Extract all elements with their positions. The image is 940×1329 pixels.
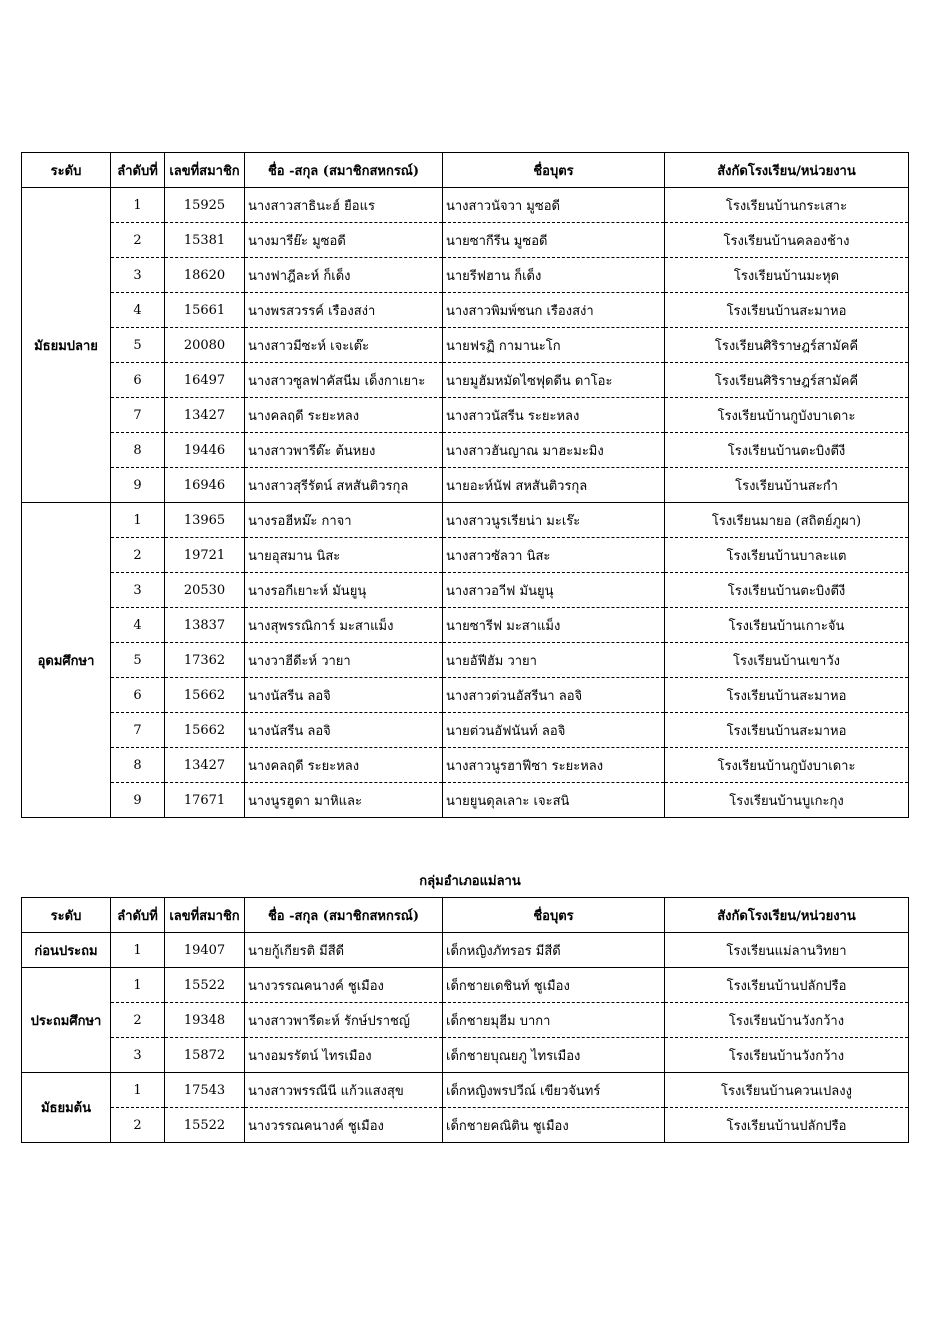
order-cell: 8 [111, 748, 165, 783]
level-cell: มัธยมปลาย [22, 188, 111, 503]
member-id-cell: 15662 [165, 678, 245, 713]
level-cell: มัธยมต้น [22, 1073, 111, 1143]
header-order: ลำดับที่ [111, 898, 165, 933]
child-name-cell: นางสาวต่วนอัสรีนา ลอจิ [443, 678, 665, 713]
child-name-cell: นายอะห์นัฟ สหสันติวรกุล [443, 468, 665, 503]
child-name-cell: เด็กชายมุฮีม บากา [443, 1003, 665, 1038]
level-cell: ประถมศึกษา [22, 968, 111, 1073]
header-member-name: ชื่อ -สกุล (สมาชิกสหกรณ์) [245, 153, 443, 188]
table-row [22, 713, 909, 748]
order-cell: 7 [111, 398, 165, 433]
table-row [22, 1073, 909, 1108]
order-cell: 2 [111, 1108, 165, 1143]
school-cell: โรงเรียนมายอ (สถิตย์ภูผา) [665, 503, 909, 538]
header-school: สังกัดโรงเรียน/หน่วยงาน [665, 153, 909, 188]
table-row [22, 293, 909, 328]
table-row [22, 678, 909, 713]
table-row [22, 468, 909, 503]
order-cell: 1 [111, 503, 165, 538]
member-id-cell: 20080 [165, 328, 245, 363]
child-name-cell: นางสาวฮันญาณ มาฮะมะมิง [443, 433, 665, 468]
member-id-cell: 19446 [165, 433, 245, 468]
order-cell: 1 [111, 968, 165, 1003]
child-name-cell: นางสาวซัลวา นิสะ [443, 538, 665, 573]
members-table-2 [21, 897, 909, 1143]
member-id-cell: 15925 [165, 188, 245, 223]
child-name-cell: เด็กชายเดชินท์ ชูเมือง [443, 968, 665, 1003]
school-cell: โรงเรียนบ้านควนเปลงงู [665, 1073, 909, 1108]
header-member-id: เลขที่สมาชิก [165, 898, 245, 933]
order-cell: 2 [111, 1003, 165, 1038]
child-name-cell: เด็กหญิงพรปวีณ์ เขียวจันทร์ [443, 1073, 665, 1108]
table-row [22, 1003, 909, 1038]
header-child-name: ชื่อบุตร [443, 153, 665, 188]
table-row [22, 643, 909, 678]
members-table-1 [21, 152, 909, 818]
member-name-cell: นางอมรรัตน์ ไทรเมือง [245, 1038, 443, 1073]
member-name-cell: นางนัสรีน ลอจิ [245, 713, 443, 748]
child-name-cell: นางสาวนัสรีน ระยะหลง [443, 398, 665, 433]
order-cell: 1 [111, 1073, 165, 1108]
order-cell: 9 [111, 468, 165, 503]
order-cell: 5 [111, 643, 165, 678]
order-cell: 3 [111, 258, 165, 293]
school-cell: โรงเรียนบ้านเกาะจัน [665, 608, 909, 643]
child-name-cell: นายยูนดุลเลาะ เจะสนิ [443, 783, 665, 818]
member-name-cell: นายกู้เกียรติ มีสีดี [245, 933, 443, 968]
member-id-cell: 13427 [165, 398, 245, 433]
child-name-cell: นางสาวพิมพ์ชนก เรืองสง่า [443, 293, 665, 328]
school-cell: โรงเรียนบ้านกูบังบาเดาะ [665, 748, 909, 783]
member-name-cell: นางสาวสุรีรัตน์ สหสันติวรกุล [245, 468, 443, 503]
member-id-cell: 15662 [165, 713, 245, 748]
order-cell: 8 [111, 433, 165, 468]
child-name-cell: นายซากีรีน มูซอดี [443, 223, 665, 258]
table-row [22, 328, 909, 363]
table-row [22, 398, 909, 433]
member-name-cell: นางรอกีเยาะห์ มันยูนุ [245, 573, 443, 608]
member-name-cell: นางรอฮีหม๊ะ กาจา [245, 503, 443, 538]
table-row [22, 573, 909, 608]
member-name-cell: นายอุสมาน นิสะ [245, 538, 443, 573]
school-cell: โรงเรียนบ้านวังกว้าง [665, 1038, 909, 1073]
member-id-cell: 15381 [165, 223, 245, 258]
school-cell: โรงเรียนบ้านสะมาหอ [665, 293, 909, 328]
table-row [22, 188, 909, 223]
member-name-cell: นางฟาฎีละห์ ก็เด็ง [245, 258, 443, 293]
member-id-cell: 13837 [165, 608, 245, 643]
member-name-cell: นางสาวพรรณีนี แก้วแสงสุข [245, 1073, 443, 1108]
child-name-cell: นางสาวนูรเรียน่า มะเร๊ะ [443, 503, 665, 538]
member-id-cell: 15872 [165, 1038, 245, 1073]
order-cell: 4 [111, 608, 165, 643]
school-cell: โรงเรียนบ้านตะบิงตีงี [665, 573, 909, 608]
school-cell: โรงเรียนบ้านกระเสาะ [665, 188, 909, 223]
table-row [22, 933, 909, 968]
school-cell: โรงเรียนแม่ลานวิทยา [665, 933, 909, 968]
table-row [22, 608, 909, 643]
header-order: ลำดับที่ [111, 153, 165, 188]
member-name-cell: นางสุพรรณิการ์ มะสาแม็ง [245, 608, 443, 643]
table-row [22, 433, 909, 468]
member-name-cell: นางนูรฮูดา มาหิและ [245, 783, 443, 818]
school-cell: โรงเรียนบ้านมะหุด [665, 258, 909, 293]
table-row [22, 1038, 909, 1073]
section-title: กลุ่มอำเภอแม่ลาน [419, 874, 521, 889]
child-name-cell: นายอัฟีฮัม วายา [443, 643, 665, 678]
header-member-name: ชื่อ -สกุล (สมาชิกสหกรณ์) [245, 898, 443, 933]
member-name-cell: นางพรสวรรค์ เรืองสง่า [245, 293, 443, 328]
header-child-name: ชื่อบุตร [443, 898, 665, 933]
child-name-cell: นายต่วนอัฟนันท์ ลอจิ [443, 713, 665, 748]
level-cell: ก่อนประถม [22, 933, 111, 968]
school-cell: โรงเรียนบ้านคลองช้าง [665, 223, 909, 258]
order-cell: 4 [111, 293, 165, 328]
member-name-cell: นางสาวซูลฟาคัสนีม เด็งกาเยาะ [245, 363, 443, 398]
header-level: ระดับ [22, 153, 111, 188]
table-row [22, 748, 909, 783]
table-row [22, 363, 909, 398]
header-school: สังกัดโรงเรียน/หน่วยงาน [665, 898, 909, 933]
member-id-cell: 20530 [165, 573, 245, 608]
member-id-cell: 15661 [165, 293, 245, 328]
member-id-cell: 17362 [165, 643, 245, 678]
school-cell: โรงเรียนบ้านปลักปรือ [665, 968, 909, 1003]
member-id-cell: 15522 [165, 968, 245, 1003]
school-cell: โรงเรียนบ้านสะมาหอ [665, 678, 909, 713]
table-row [22, 1108, 909, 1143]
school-cell: โรงเรียนศิริราษฎร์สามัคคี [665, 363, 909, 398]
member-id-cell: 17671 [165, 783, 245, 818]
child-name-cell: เด็กชายบุณยภู ไทรเมือง [443, 1038, 665, 1073]
school-cell: โรงเรียนบ้านบูเกะกุง [665, 783, 909, 818]
table-row [22, 258, 909, 293]
table-header-row [22, 153, 909, 188]
school-cell: โรงเรียนบ้านวังกว้าง [665, 1003, 909, 1038]
child-name-cell: นางสาวนูรฮาฟีซา ระยะหลง [443, 748, 665, 783]
member-id-cell: 17543 [165, 1073, 245, 1108]
member-id-cell: 16946 [165, 468, 245, 503]
child-name-cell: เด็กชายคณิติน ชูเมือง [443, 1108, 665, 1143]
member-id-cell: 19407 [165, 933, 245, 968]
order-cell: 2 [111, 223, 165, 258]
child-name-cell: นายฟรฏิ กามานะโก [443, 328, 665, 363]
header-level: ระดับ [22, 898, 111, 933]
order-cell: 3 [111, 573, 165, 608]
order-cell: 5 [111, 328, 165, 363]
member-id-cell: 19348 [165, 1003, 245, 1038]
order-cell: 2 [111, 538, 165, 573]
member-name-cell: นางสาวพารีดะห์ รักษ์ปราชญ์ [245, 1003, 443, 1038]
header-member-id: เลขที่สมาชิก [165, 153, 245, 188]
member-id-cell: 15522 [165, 1108, 245, 1143]
table-row [22, 538, 909, 573]
member-name-cell: นางวรรณคนางค์ ชูเมือง [245, 1108, 443, 1143]
member-name-cell: นางสาวมีซะห์ เจะเต๊ะ [245, 328, 443, 363]
member-name-cell: นางวาฮีดีะห์ วายา [245, 643, 443, 678]
school-cell: โรงเรียนบ้านสะกำ [665, 468, 909, 503]
child-name-cell: นายซารีฟ มะสาแม็ง [443, 608, 665, 643]
member-name-cell: นางสาวสาธินะฮ์ ยือแร [245, 188, 443, 223]
member-id-cell: 18620 [165, 258, 245, 293]
school-cell: โรงเรียนศิริราษฎร์สามัคคี [665, 328, 909, 363]
school-cell: โรงเรียนบ้านตะบิงตีงี [665, 433, 909, 468]
table-row [22, 503, 909, 538]
school-cell: โรงเรียนบ้านเขาวัง [665, 643, 909, 678]
member-name-cell: นางวรรณคนางค์ ชูเมือง [245, 968, 443, 1003]
child-name-cell: นางสาวนัจวา มูซอดี [443, 188, 665, 223]
order-cell: 3 [111, 1038, 165, 1073]
child-name-cell: เด็กหญิงภัทรอร มีสีดี [443, 933, 665, 968]
member-name-cell: นางมารีย๊ะ มูซอดี [245, 223, 443, 258]
child-name-cell: นางสาวอาีฟ มันยูนุ [443, 573, 665, 608]
table-header-row [22, 898, 909, 933]
order-cell: 7 [111, 713, 165, 748]
member-name-cell: นางคลฤดี ระยะหลง [245, 748, 443, 783]
child-name-cell: นายรีฟฮาน ก็เด็ง [443, 258, 665, 293]
table-body [22, 188, 909, 818]
member-id-cell: 13965 [165, 503, 245, 538]
school-cell: โรงเรียนบ้านปลักปรือ [665, 1108, 909, 1143]
table-body [22, 933, 909, 1143]
member-id-cell: 13427 [165, 748, 245, 783]
member-name-cell: นางนัสรีน ลอจิ [245, 678, 443, 713]
table-row [22, 968, 909, 1003]
table-row [22, 783, 909, 818]
school-cell: โรงเรียนบ้านบาละแต [665, 538, 909, 573]
order-cell: 9 [111, 783, 165, 818]
school-cell: โรงเรียนบ้านสะมาหอ [665, 713, 909, 748]
order-cell: 1 [111, 188, 165, 223]
member-name-cell: นางคลฤดี ระยะหลง [245, 398, 443, 433]
order-cell: 6 [111, 363, 165, 398]
member-id-cell: 19721 [165, 538, 245, 573]
school-cell: โรงเรียนบ้านกูบังบาเดาะ [665, 398, 909, 433]
member-name-cell: นางสาวพารีด๊ะ ต้นหยง [245, 433, 443, 468]
child-name-cell: นายมูฮัมหมัดไซฟุดดีน ดาโอะ [443, 363, 665, 398]
member-id-cell: 16497 [165, 363, 245, 398]
order-cell: 1 [111, 933, 165, 968]
level-cell: อุดมศึกษา [22, 503, 111, 818]
table-row [22, 223, 909, 258]
order-cell: 6 [111, 678, 165, 713]
